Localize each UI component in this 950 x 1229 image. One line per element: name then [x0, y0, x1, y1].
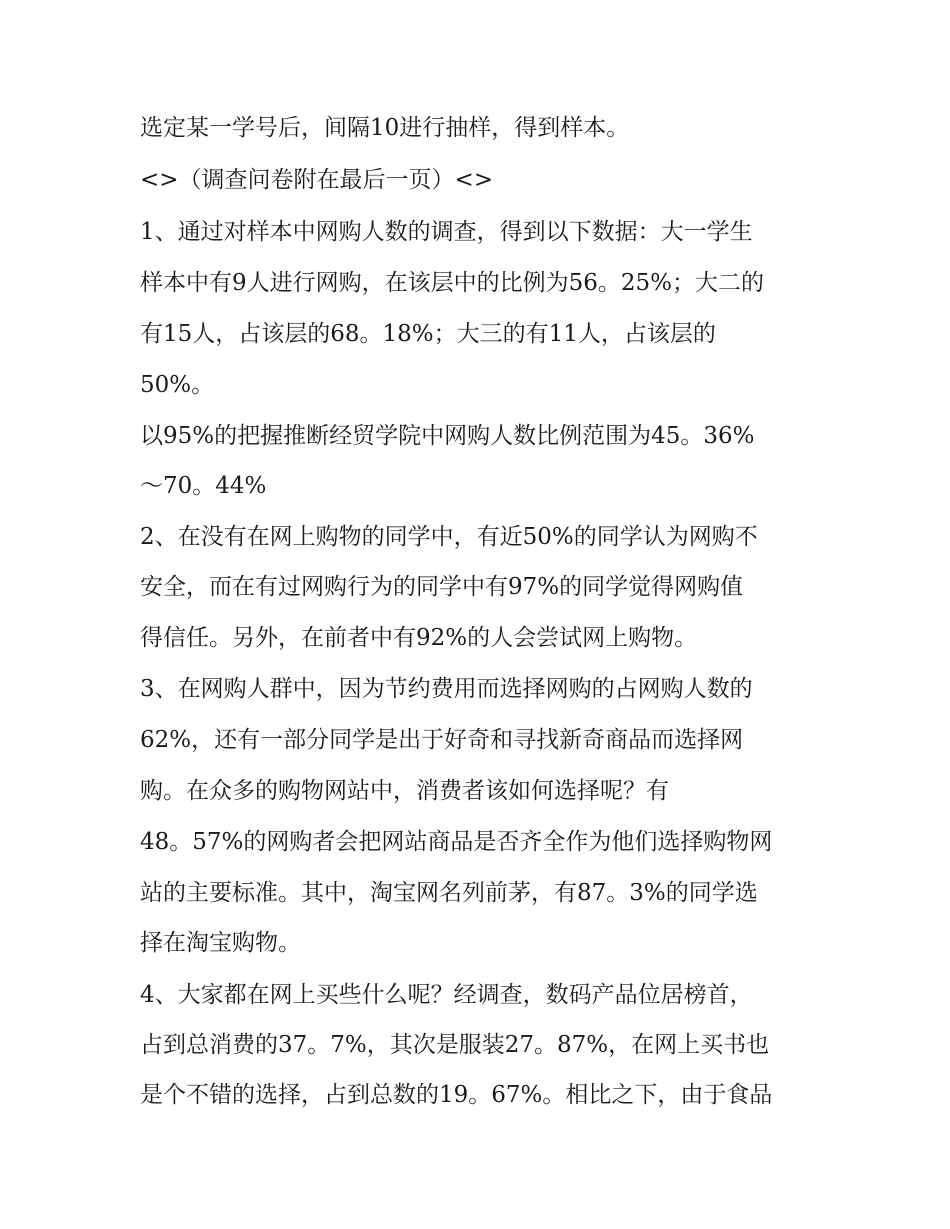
text-line-16: 站的主要标准。其中，淘宝网名列前茅，有87。3%的同学选	[140, 880, 758, 906]
text-line-3: 1、通过对样本中网购人数的调查，得到以下数据：大一学生	[140, 219, 753, 245]
text-line-6: 50%。	[140, 372, 215, 398]
text-line-5: 有15人，占该层的68。18%；大三的有11人，占该层的	[140, 321, 716, 347]
text-line-10: 安全，而在有过网购行为的同学中有97%的同学觉得网购值	[140, 574, 744, 600]
text-line-11: 得信任。另外，在前者中有92%的人会尝试网上购物。	[140, 625, 698, 651]
text-line-7: 以95%的把握推断经贸学院中网购人数比例范围为45。36%	[140, 423, 755, 449]
text-line-4: 样本中有9人进行网购，在该层中的比例为56。25%；大二的	[140, 270, 765, 296]
text-line-17: 择在淘宝购物。	[140, 930, 301, 956]
text-line-20: 是个不错的选择，占到总数的19。67%。相比之下，由于食品	[140, 1082, 773, 1108]
text-line-12: 3、在网购人群中，因为节约费用而选择网购的占网购人数的	[140, 676, 753, 702]
text-line-8: ～70。44%	[140, 473, 267, 499]
text-line-1: 选定某一学号后，间隔10进行抽样，得到样本。	[140, 115, 630, 141]
text-line-2: <>（调查问卷附在最后一页）<>	[140, 167, 494, 193]
text-line-13: 62%，还有一部分同学是出于好奇和寻找新奇商品而选择网	[140, 727, 744, 753]
text-line-19: 占到总消费的37。7%，其次是服装27。87%，在网上买书也	[140, 1032, 770, 1058]
text-line-14: 购。在众多的购物网站中，消费者该如何选择呢？有	[140, 778, 669, 804]
text-line-15: 48。57%的网购者会把网站商品是否齐全作为他们选择购物网	[140, 829, 773, 855]
text-line-18: 4、大家都在网上买些什么呢？经调查，数码产品位居榜首，	[140, 982, 753, 1008]
text-line-9: 2、在没有在网上购物的同学中，有近50%的同学认为网购不	[140, 524, 758, 550]
